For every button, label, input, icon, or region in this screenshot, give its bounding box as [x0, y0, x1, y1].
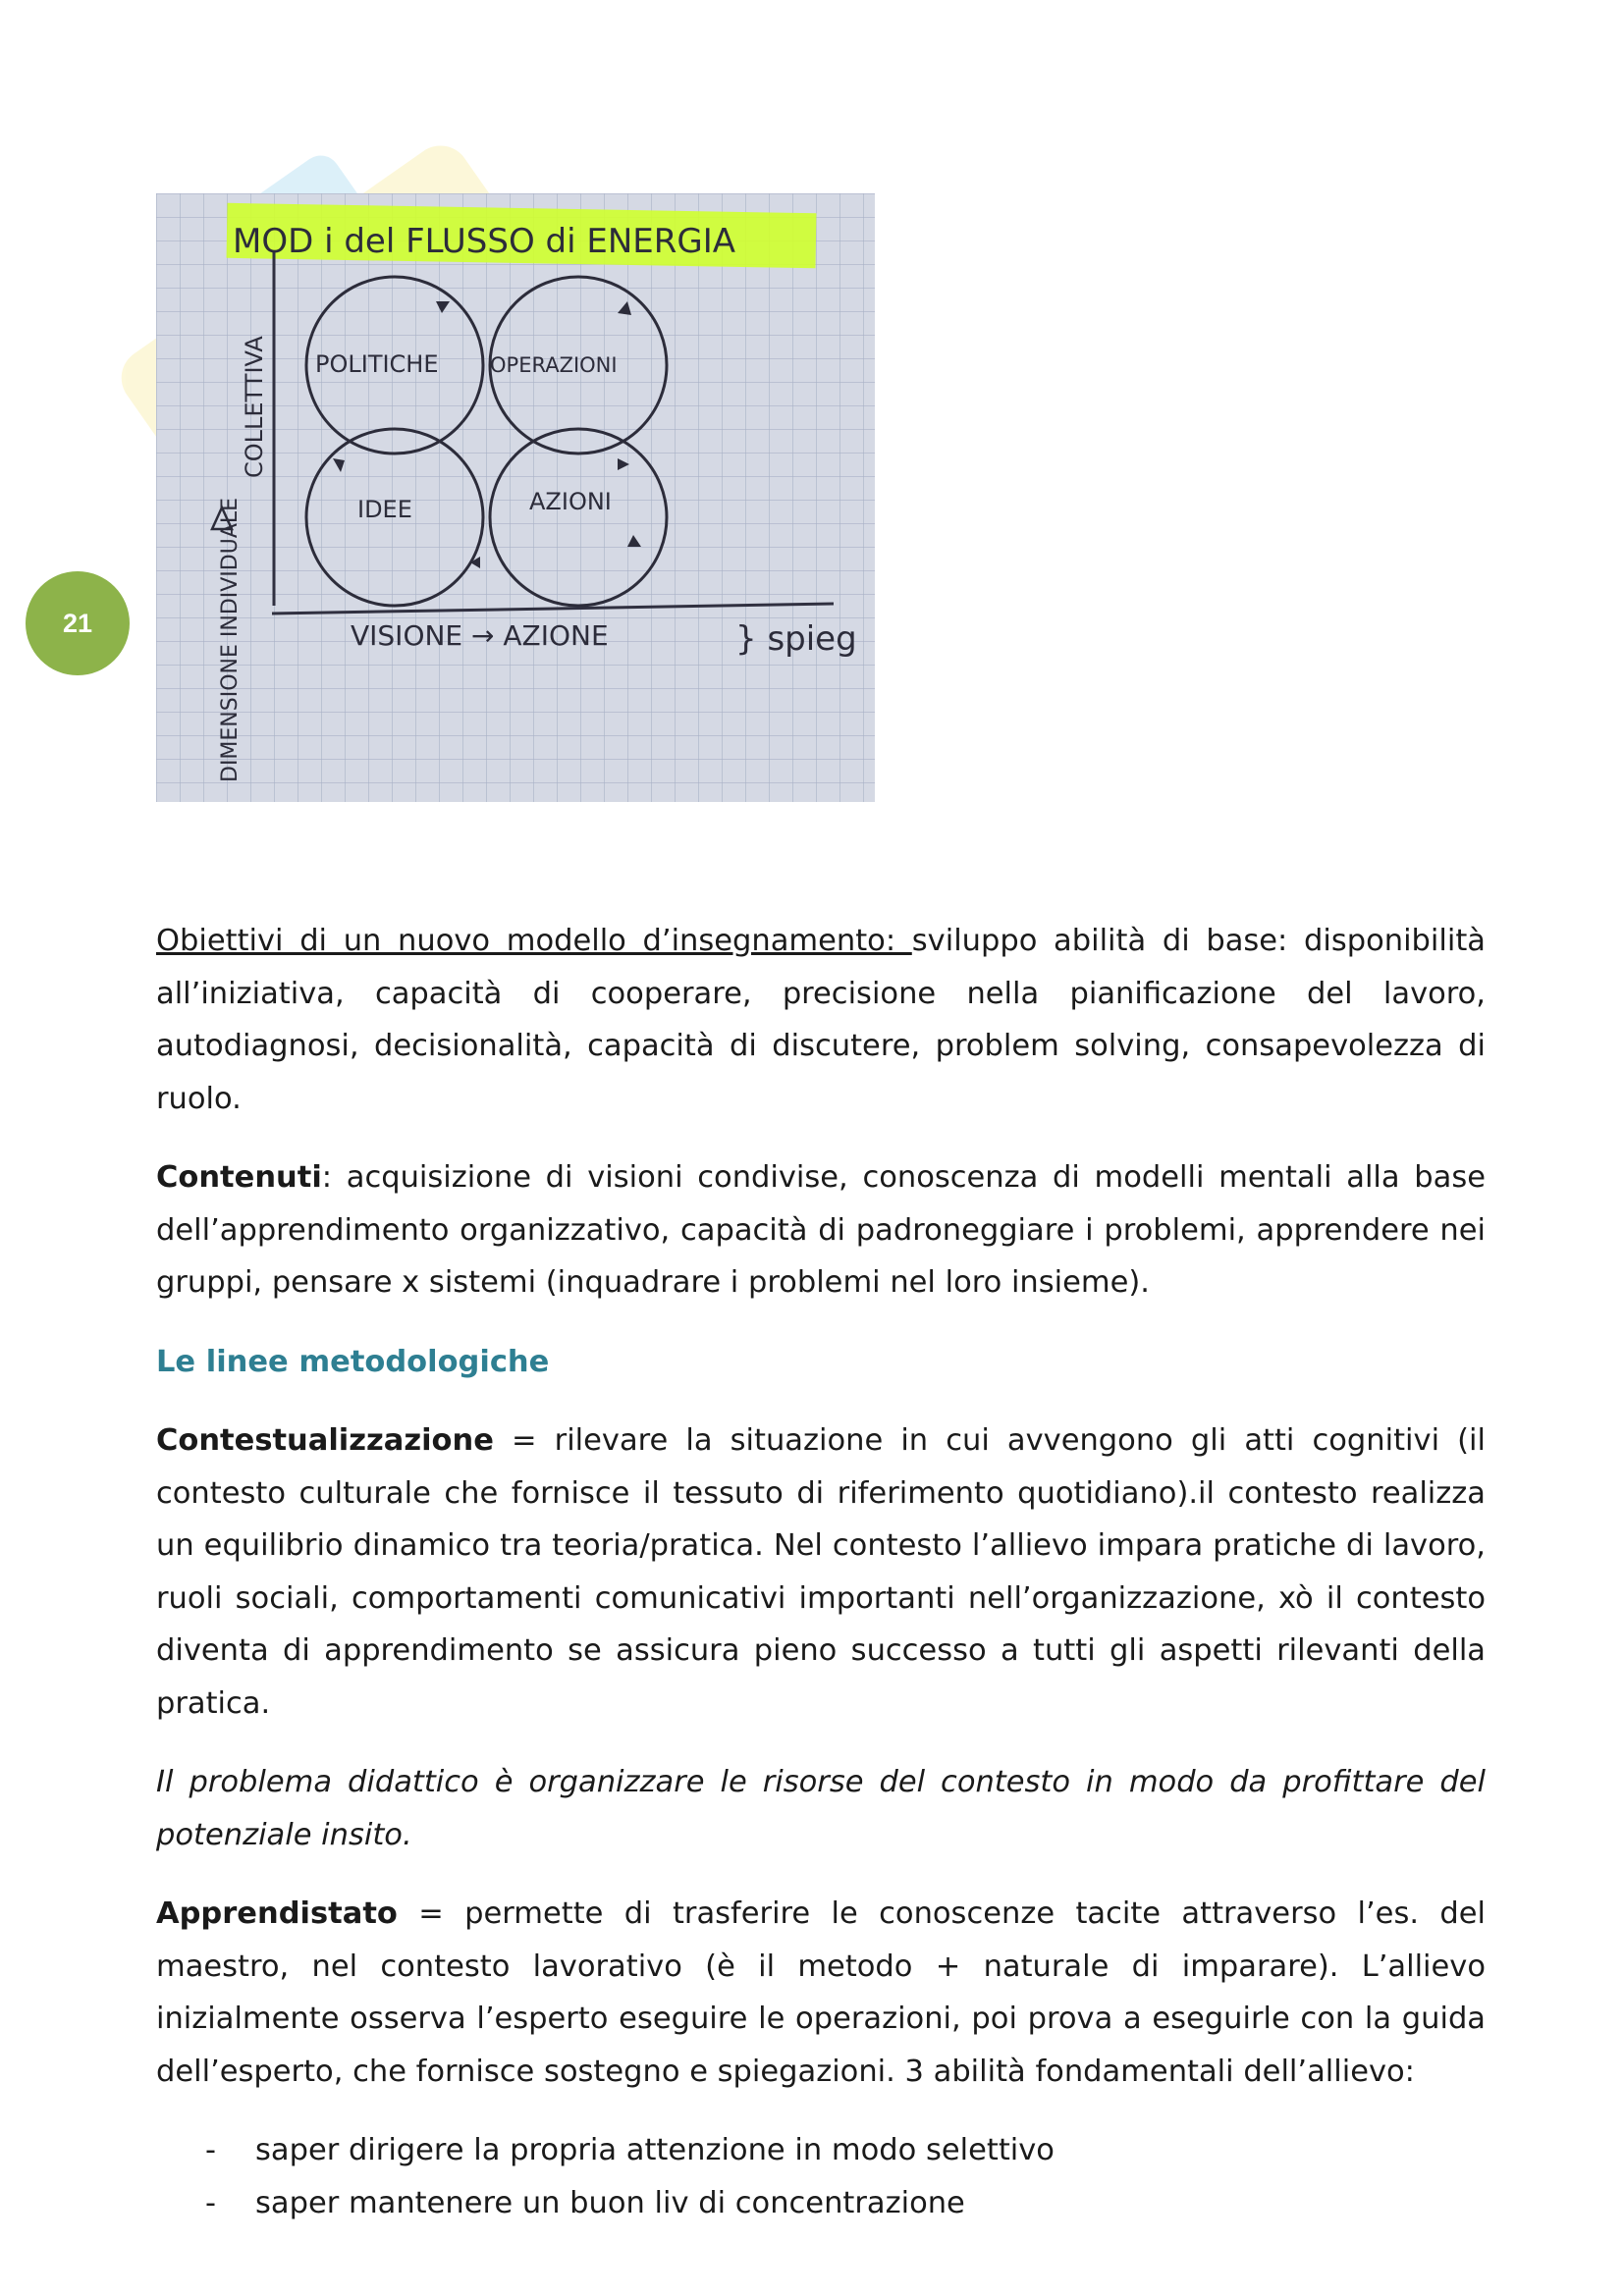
- label-azioni: AZIONI: [529, 488, 612, 515]
- list-item-text: saper dirigere la propria attenzione in modo selettivo: [255, 2133, 1055, 2167]
- list-dash: -: [205, 2185, 217, 2220]
- page-number-badge: [26, 571, 130, 675]
- list-item-text: saper mantenere un buon liv di concentrazione: [255, 2185, 965, 2220]
- label-operazioni: OPERAZIONI: [490, 353, 618, 377]
- paragraph-problema-didattico: Il problema didattico è organizzare le risorse del contesto in modo da profittare del potenziale insito.: [156, 1765, 1486, 1852]
- paragraph-contestualizzazione: [156, 1415, 1486, 1730]
- x-axis-label: VISIONE → AZIONE: [351, 619, 609, 652]
- apprendistato-text: = permette di trasferire le conoscenze tacite attraverso l’es. del maestro, nel contesto lavorativo (è il metodo + naturale di imparare). L’allievo inizialmente osserva l’esperto eseguire le operazioni, poi prova a eseguirle con la guida dell’esperto, che fornisce sostegno e spiegazioni. 3 abilità fondamentali dell’allievo:: [156, 1896, 1486, 2089]
- obiettivi-label: Obiettivi di un nuovo modello d’insegnamento:: [156, 924, 912, 958]
- paragraph-contenuti: [156, 1151, 1486, 1309]
- label-idee: IDEE: [357, 496, 412, 523]
- abilita-list: [156, 2124, 1486, 2229]
- contestualizzazione-label: Contestualizzazione: [156, 1423, 494, 1458]
- page-number: 21: [62, 608, 93, 638]
- paragraph-obiettivi: [156, 915, 1486, 1125]
- list-dash: -: [205, 2133, 217, 2167]
- contestualizzazione-text: = rilevare la situazione in cui avvengono gli atti cognitivi (il contesto culturale che fornisce il tessuto di riferimento quotidiano).il contesto realizza un equilibrio dinamico tra teoria/pratica. Nel contesto l’allievo impara pratiche di lavoro, ruoli sociali, comportamenti comunicativi importanti nell’organizzazione, xò il contesto diventa di apprendimento se assicura pieno successo a tutti gli aspetti rilevanti della pratica.: [156, 1423, 1486, 1721]
- apprendistato-label: Apprendistato: [156, 1896, 398, 1931]
- section-heading: Le linee metodologiche: [156, 1344, 550, 1379]
- energy-flow-diagram: [156, 193, 875, 802]
- y-axis-label-top: COLLETTIVA: [241, 336, 268, 478]
- label-politiche: POLITICHE: [315, 350, 439, 378]
- obiettivi-text: sviluppo abilità di base: disponibilità all’iniziativa, capacità di cooperare, precisione nella pianificazione del lavoro, autodiagnosi, decisionalità, capacità di discutere, problem solving, consapevolezza di ruolo.: [156, 924, 1486, 1116]
- contenuti-text: : acquisizione di visioni condivise, conoscenza di modelli mentali alla base dell’apprendimento organizzativo, capacità di padroneggiare i problemi, apprendere nei gruppi, pensare x sistemi (inquadrare i problemi nel loro insieme).: [156, 1160, 1486, 1300]
- list-item: [156, 2124, 1486, 2177]
- y-axis-label-bottom: DIMENSIONE INDIVIDUALE: [218, 497, 243, 782]
- list-item: [156, 2177, 1486, 2230]
- x-axis-suffix: } spieg: [735, 619, 857, 659]
- diagram-title: MOD i del FLUSSO di ENERGIA: [233, 222, 736, 261]
- paragraph-apprendistato: [156, 1888, 1486, 2098]
- page-content: [156, 915, 1486, 2229]
- diagram-photo: [156, 193, 875, 802]
- contenuti-label: Contenuti: [156, 1160, 322, 1195]
